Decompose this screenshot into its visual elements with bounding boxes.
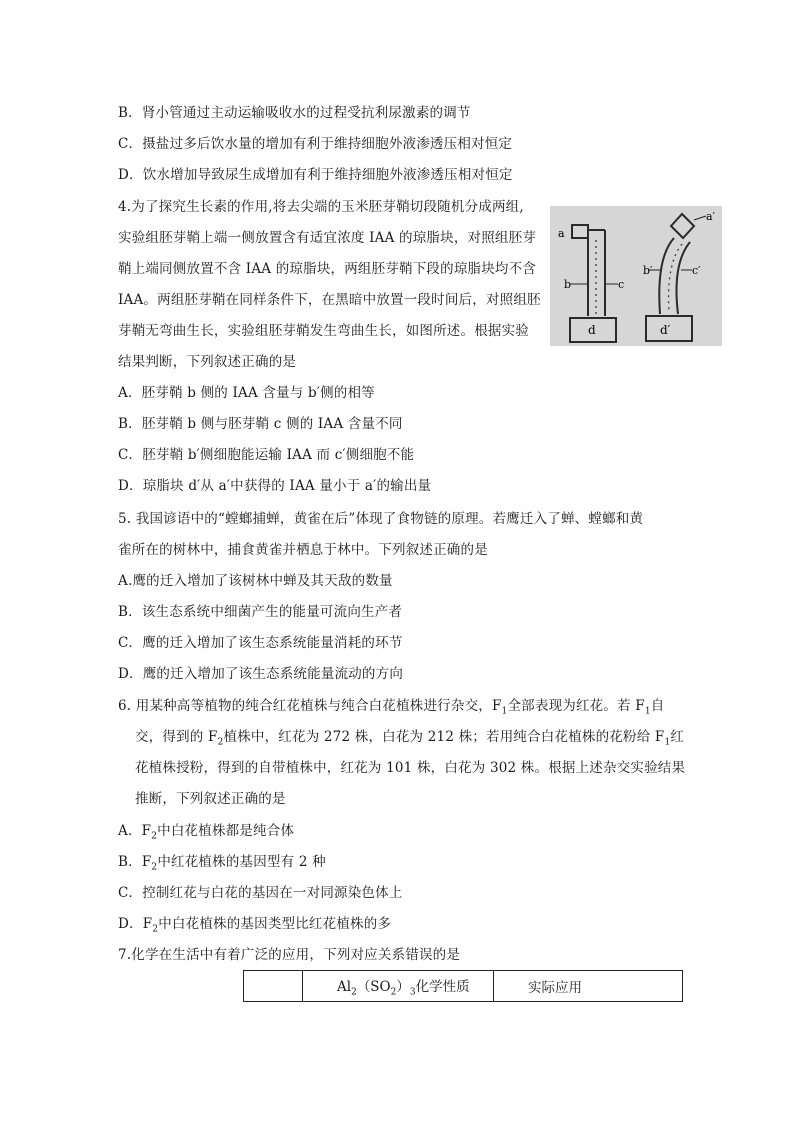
agar-block-a (572, 225, 588, 238)
q6-stem-line-4: 推断，下列叙述正确的是 (135, 791, 286, 807)
label-d: d (588, 323, 596, 337)
q6-stem-line-3: 花植株授粉，得到的自带植株中，红花为 101 株，白花为 302 株。根据上述杂交实验结果 (135, 760, 686, 776)
q6-option-a: A．$F_2$中白花植株都是纯合体 (118, 823, 295, 842)
coleoptile-right-right-edge (677, 242, 691, 314)
coleoptile-right-left-edge (659, 238, 674, 314)
q5-option-c: C．鹰的迁入增加了该生态系统能量消耗的环节 (118, 635, 403, 651)
q4-option-a: A．胚芽鞘 b 侧的 IAA 含量与 b′侧的相等 (118, 385, 375, 401)
q4-option-d: D．琼脂块 d′从 a′中获得的 IAA 量小于 a′的输出量 (118, 478, 432, 494)
q5-stem-line-1: 5. 我国谚语中的“螳螂捕蝉，黄雀在后”体现了食物链的原理。若鹰迁入了蝉、螳螂和黄 (118, 511, 644, 527)
q4-option-b: B．胚芽鞘 b 侧与胚芽鞘 c 侧的 IAA 含量不同 (118, 416, 403, 432)
coleoptile-figure (550, 206, 722, 346)
q4-stem-line-3: 鞘上端同侧放置不含 IAA 的琼脂块，两组胚芽鞘下段的琼脂块均不含 (118, 261, 537, 277)
label-b-prime: b′ (643, 264, 653, 277)
q3-option-b: B．肾小管通过主动运输吸收水的过程受抗利尿激素的调节 (118, 105, 471, 121)
q5-stem-line-2: 雀所在的树林中，捕食黄雀并栖息于林中。下列叙述正确的是 (118, 542, 488, 558)
q4-stem-line-5: 芽鞘无弯曲生长，实验组胚芽鞘发生弯曲生长，如图所述。根据实验 (118, 323, 529, 339)
table-row (244, 971, 683, 1002)
coleoptile-left (588, 230, 605, 316)
coleoptile-diagram (550, 206, 722, 346)
table-header-application: 实际应用 (494, 971, 683, 1002)
label-d-prime: d′ (660, 323, 671, 337)
table-cell-empty (244, 971, 303, 1002)
q6-stem-line-2: 交，得到的 $F_2$植株中，红花为 272 株，白花为 212 株；若用纯合白花植株的花粉给 $F_1$红 (135, 729, 685, 748)
q5-option-b: B．该生态系统中细菌产生的能量可流向生产者 (118, 604, 403, 620)
agar-block-a-prime (671, 214, 694, 238)
q3-option-d: D．饮水增加导致尿生成增加有利于维持细胞外液渗透压相对恒定 (118, 167, 513, 183)
q6-option-d: D．$F_2$中白花植株的基因类型比红花植株的多 (118, 916, 392, 935)
q3-option-c: C．摄盐过多后饮水量的增加有利于维持细胞外液渗透压相对恒定 (118, 136, 513, 152)
label-c: c (618, 278, 625, 291)
q5-option-a: A.鹰的迁入增加了该树林中蝉及其天敌的数量 (118, 573, 393, 589)
q4-stem-line-6: 结果判断，下列叙述正确的是 (118, 354, 297, 370)
q4-stem-line-4: IAA。两组胚芽鞘在同样条件下，在黑暗中放置一段时间后，对照组胚 (118, 292, 541, 308)
q4-stem-line-2: 实验组胚芽鞘上端一侧放置含有适宜浓度 IAA 的琼脂块，对照组胚芽 (118, 230, 537, 246)
q7-table (243, 970, 683, 1002)
label-b: b (564, 278, 572, 291)
q5-option-d: D．鹰的迁入增加了该生态系统能量流动的方向 (118, 666, 404, 682)
label-a: a (558, 227, 565, 240)
label-c-prime: c′ (692, 264, 701, 277)
q6-option-b: B．$F_2$中红花植株的基因型有 2 种 (118, 854, 326, 873)
q6-option-c: C．控制红花与白花的基因在一对同源染色体上 (118, 885, 403, 901)
label-a-prime: a′ (706, 210, 716, 223)
q4-stem-line-1: 4.为了探究生长素的作用,将去尖端的玉米胚芽鞘切段随机分成两组, (118, 199, 524, 215)
q6-stem-line-1: 6. 用某种高等植物的纯合红花植株与纯合白花植株进行杂交，$F_1$全部表现为红花。若 $F_1$自 (118, 698, 665, 717)
q4-option-c: C．胚芽鞘 b′侧细胞能运输 IAA 而 c′侧细胞不能 (118, 447, 415, 463)
q7-stem: 7.化学在生活中有着广泛的应用，下列对应关系错误的是 (118, 947, 461, 963)
table-header-chemical-property: $Al_2(SO_2)_3$化学性质 (303, 971, 494, 1002)
